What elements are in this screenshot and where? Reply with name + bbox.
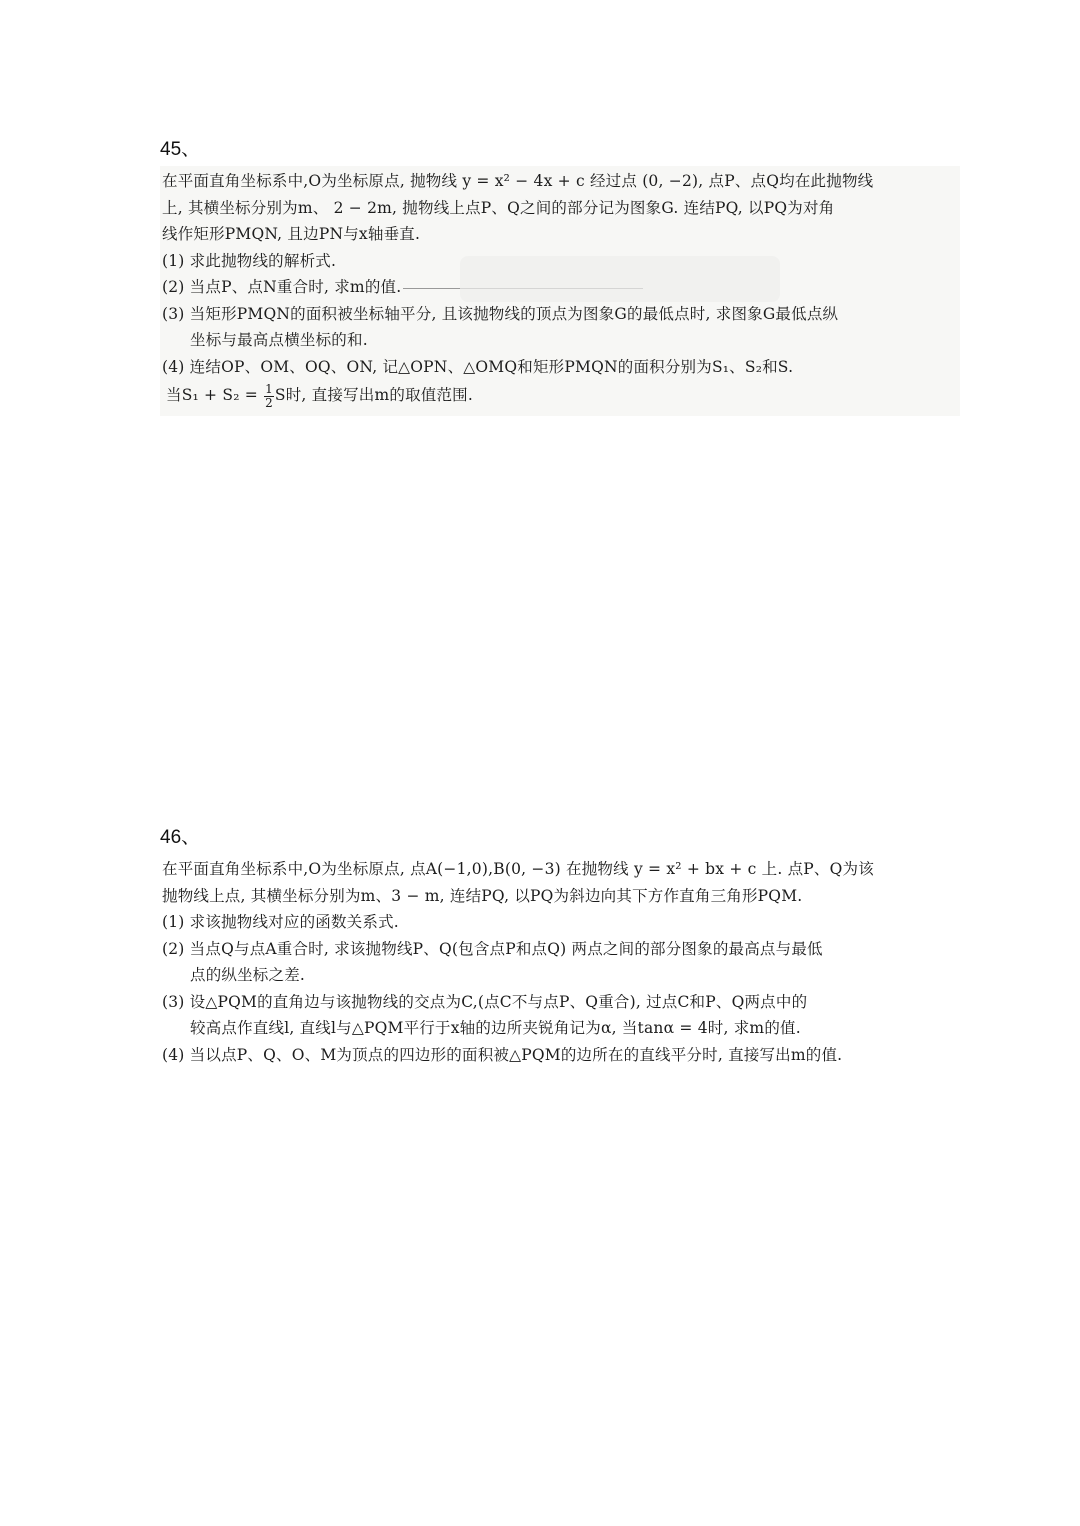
part-4: (4) 当以点P、Q、O、M为顶点的四边形的面积被△PQM的边所在的直线平分时, 直接写出m的值. bbox=[162, 1045, 843, 1064]
part-3: (3) 当矩形PMQN的面积被坐标轴平分, 且该抛物线的顶点为图象G的最低点时, 求图象G最低点纵 bbox=[162, 304, 839, 323]
stem-line: 在平面直角坐标系中,O为坐标原点, 抛物线 y = x² − 4x + c 经过点 (0, −2), 点P、点Q均在此抛物线 bbox=[162, 172, 874, 190]
condition-text-after: S时, 直接写出m的取值范围. bbox=[274, 386, 474, 404]
stem-line: 在平面直角坐标系中,O为坐标原点, 点A(−1,0),B(0, −3) 在抛物线 y = x² + bx + c 上. 点P、Q为该 bbox=[162, 860, 874, 878]
problem-45 bbox=[160, 136, 960, 416]
stem-line: 线作矩形PMQN, 且边PN与x轴垂直. bbox=[162, 225, 421, 243]
problem-number: 46、 bbox=[160, 827, 201, 848]
stem-line: 抛物线上点, 其横坐标分别为m、3 − m, 连结PQ, 以PQ为斜边向其下方作直角三角形PQM. bbox=[162, 886, 803, 905]
part-1: (1) 求此抛物线的解析式. bbox=[162, 251, 337, 270]
problem-46 bbox=[160, 824, 960, 1074]
part-4-continued bbox=[162, 380, 956, 410]
fraction-denominator: 2 bbox=[265, 395, 273, 410]
part-1: (1) 求该抛物线对应的函数关系式. bbox=[162, 913, 399, 931]
stem-line: 上, 其横坐标分别为m、 2 − 2m, 抛物线上点P、Q之间的部分记为图象G. 连结PQ, 以PQ为对角 bbox=[162, 198, 835, 217]
fraction-numerator: 1 bbox=[265, 381, 273, 396]
condition-text: 当S₁ + S₂ = bbox=[166, 386, 258, 404]
problem-body bbox=[160, 854, 960, 1074]
part-4: (4) 连结OP、OM、OQ、ON, 记△OPN、△OMQ和矩形PMQN的面积分别为S₁、S₂和S. bbox=[162, 357, 794, 376]
problem-body bbox=[160, 166, 960, 416]
part-2: (2) 当点Q与点A重合时, 求该抛物线P、Q(包含点P和点Q) 两点之间的部分图象的最高点与最低 bbox=[162, 939, 823, 958]
part-3-continued: 坐标与最高点横坐标的和. bbox=[190, 331, 368, 349]
part-3-continued: 较高点作直线l, 直线l与△PQM平行于x轴的边所夹锐角记为α, 当tanα = 4时, 求m的值. bbox=[190, 1019, 801, 1037]
part-3: (3) 设△PQM的直角边与该抛物线的交点为C,(点C不与点P、Q重合), 过点C和P、Q两点中的 bbox=[162, 992, 808, 1011]
part-2-text: (2) 当点P、点N重合时, 求m的值. bbox=[162, 278, 402, 296]
fraction-one-half bbox=[264, 383, 274, 410]
part-2-continued: 点的纵坐标之差. bbox=[190, 966, 306, 984]
problem-number: 45、 bbox=[160, 139, 201, 160]
faded-watermark bbox=[460, 256, 780, 302]
